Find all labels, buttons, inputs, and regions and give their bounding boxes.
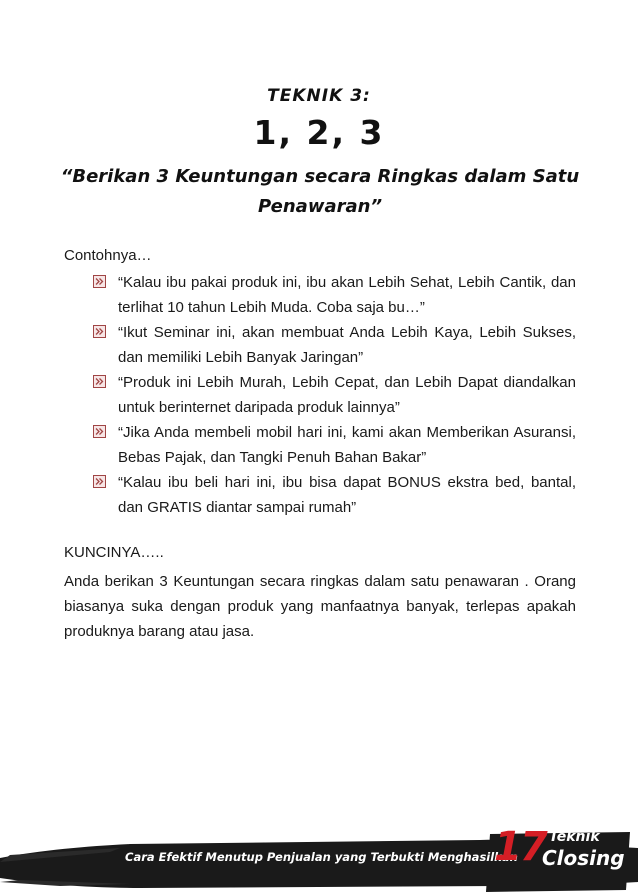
- example-list: [90, 270, 576, 520]
- example-text: “Produk ini Lebih Murah, Lebih Cepat, dan Lebih Dapat diandalkan untuk berinternet daripada produk lainnya”: [118, 374, 576, 416]
- logo-number: 17: [494, 824, 546, 870]
- list-item: [90, 420, 576, 470]
- conclusion-paragraph: Anda berikan 3 Keuntungan secara ringkas dalam satu penawaran . Orang biasanya suka dengan produk yang manfaatnya banyak, terlepas apakah produknya barang atau jasa.: [64, 573, 576, 640]
- example-text: “Jika Anda membeli mobil hari ini, kami akan Memberikan Asuransi, Bebas Pajak, dan Tangki Penuh Bahan Bakar”: [118, 424, 576, 466]
- double-chevron-right-icon: [93, 325, 106, 338]
- list-item: [90, 320, 576, 370]
- technique-title: 1, 2, 3: [253, 113, 385, 152]
- list-item: [90, 370, 576, 420]
- double-chevron-right-icon: [93, 375, 106, 388]
- technique-subtitle: “Berikan 3 Keuntungan secara Ringkas dalam Satu Penawaran”: [60, 166, 580, 217]
- example-text: “Kalau ibu beli hari ini, ibu bisa dapat BONUS ekstra bed, bantal, dan GRATIS diantar sampai rumah”: [118, 474, 576, 516]
- technique-label: TEKNIK 3:: [267, 86, 371, 106]
- example-text: “Kalau ibu pakai produk ini, ibu akan Lebih Sehat, Lebih Cantik, dan terlihat 10 tahun Lebih Muda. Coba saja bu…”: [118, 274, 576, 316]
- list-item: [90, 470, 576, 520]
- logo-word-teknik: Teknik: [549, 829, 600, 845]
- example-text: “Ikut Seminar ini, akan membuat Anda Lebih Kaya, Lebih Sukses, dan memiliki Lebih Banyak Jaringan”: [118, 324, 576, 366]
- logo-word-closing: Closing: [542, 846, 625, 870]
- list-item: [90, 270, 576, 320]
- intro-text: Contohnya…: [64, 247, 152, 264]
- key-label: KUNCINYA…..: [64, 544, 164, 561]
- footer-tagline: Cara Efektif Menutup Penjualan yang Terbukti Menghasilkan: [125, 850, 518, 864]
- double-chevron-right-icon: [93, 475, 106, 488]
- double-chevron-right-icon: [93, 425, 106, 438]
- double-chevron-right-icon: [93, 275, 106, 288]
